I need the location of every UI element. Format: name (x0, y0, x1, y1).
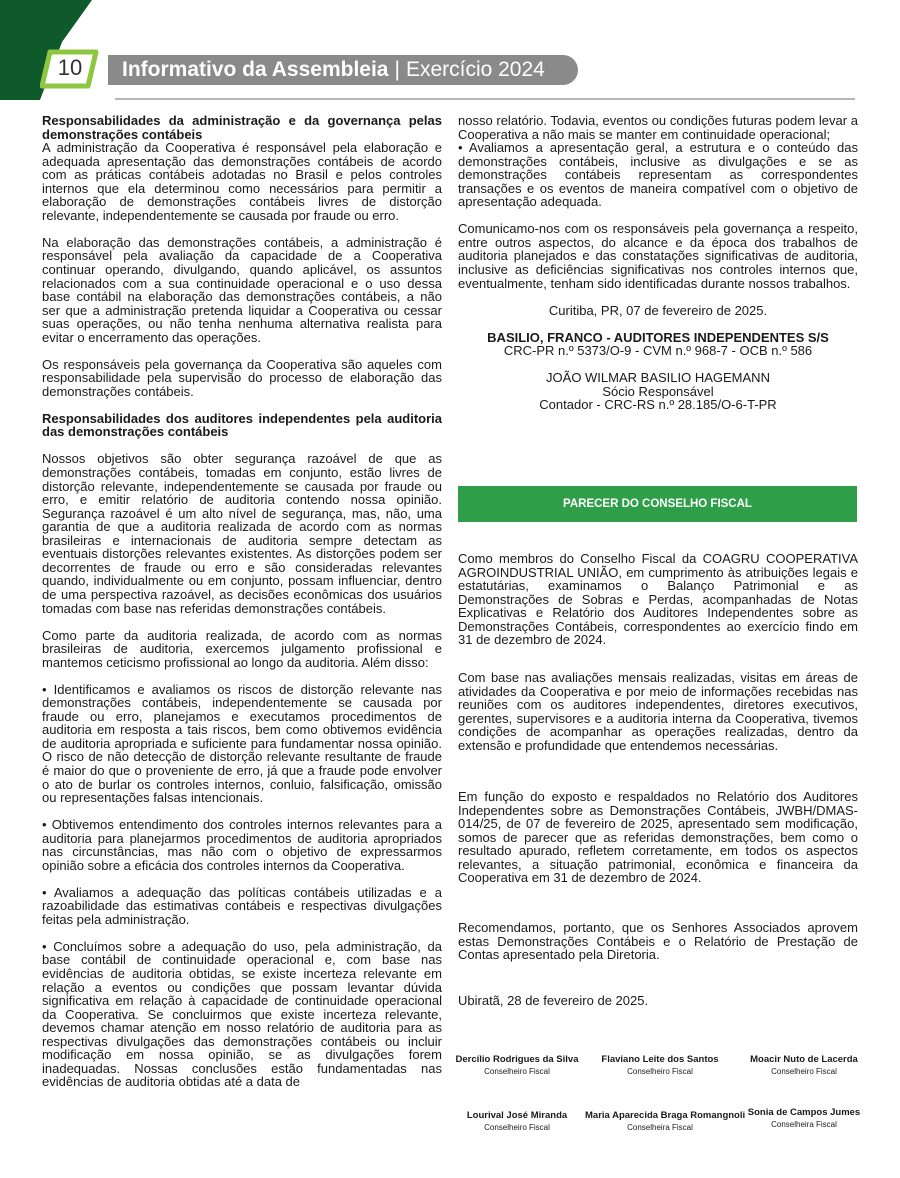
conselho-paragraph-2 (458, 671, 858, 752)
left-column (42, 114, 442, 1089)
signer-role: Conselheiro Fiscal (771, 1067, 837, 1076)
signer-role: Conselheiro Fiscal (627, 1067, 693, 1076)
signature-block (442, 1054, 592, 1076)
signer-role: Conselheira Fiscal (771, 1120, 837, 1129)
place-date: Ubiratã, 28 de fevereiro de 2025. (458, 993, 649, 1008)
publication-title: Informativo da Assembleia (122, 58, 389, 81)
conselho-paragraph-4 (458, 921, 858, 962)
signer-name: Sonia de Campos Jumes (747, 1107, 861, 1118)
conselho-paragraph-1 (458, 552, 858, 647)
audit-firm-registration: CRC-PR n.º 5373/O-9 - CVM n.º 968-7 - OCB n.º 586 (503, 343, 813, 359)
paragraph: Em função do exposto e respaldados no Relatório dos Auditores Independentes sobre as Demonstrações Contábeis, JWBH/DMAS-014/25, de 07 de fevereiro de 2025, apresentado sem modificação, somos de parecer que as referidas demonstrações, bem como o resultado apurado, refletem corretamente, em todos os aspectos relevantes, a situação patrimonial, econômica e financeira da Cooperativa em 31 de dezembro de 2024. (458, 789, 858, 886)
bullet-item: • Concluímos sobre a adequação do uso, pela administração, da base contábil de continuidade operacional e, com base nas evidências de auditoria obtidas, se existe incerteza relevante em relação a eventos ou condições que possam levantar dúvida significativa em relação à capacidade de continuidade operacional da Cooperativa. Se concluirmos que existe incerteza relevante, devemos chamar atenção em nosso relatório de auditoria para as respectivas divulgações das demonstrações contábeis ou incluir modificação em nossa opinião, se as divulgações forem inadequadas. Nossas conclusões estão fundamentadas nas evidências de auditoria obtidas até a data de (42, 938, 442, 1090)
signer-name: Moacir Nuto de Lacerda (750, 1054, 858, 1065)
bullet-item: • Avaliamos a adequação das políticas contábeis utilizadas e a razoabilidade das estimativas contábeis e respectivas divulgações feitas pela administração. (42, 884, 442, 927)
conselho-fiscal-heading: PARECER DO CONSELHO FISCAL (458, 486, 857, 522)
paragraph: Como membros do Conselho Fiscal da COAGRU COOPERATIVA AGROINDUSTRIAL UNIÃO, em cumprimento às atribuições legais e estatutárias, examinamos o Balanço Patrimonial e as Demonstrações de Sobras e Perdas, acompanhadas de Notas Explicativas e Relatório dos Auditores Independentes sobre as Demonstrações Contábeis, correspondentes ao exercício findo em 31 de dezembro de 2024. (458, 551, 858, 648)
section-heading: Responsabilidades dos auditores independentes pela auditoria das demonstrações contábeis (42, 410, 442, 440)
bullet-item: • Avaliamos a apresentação geral, a estrutura e o conteúdo das demonstrações contábeis, inclusive as divulgações e se as demonstrações contábeis representam as correspondentes transações e os eventos de maneira compatível com o objetivo de apresentação adequada. (458, 140, 858, 210)
signer-name: Flaviano Leite dos Santos (601, 1054, 719, 1065)
page-number: 10 (57, 55, 83, 80)
signature-block (729, 1054, 879, 1076)
bullet-item: • Obtivemos entendimento dos controles internos relevantes para a auditoria para planejarmos procedimentos de auditoria apropriados nas circunstâncias, mas não com o objetivo de expressarmos opinião sobre a eficácia dos controles internos da Cooperativa. (42, 817, 442, 873)
signer-role: Conselheiro Fiscal (484, 1067, 550, 1076)
signature-block (729, 1107, 879, 1129)
header-rule (115, 98, 855, 100)
audit-firm-name: BASILIO, FRANCO - AUDITORES INDEPENDENTES S/S (487, 329, 829, 345)
paragraph: Comunicamo-nos com os responsáveis pela governança a respeito, entre outros aspectos, do alcance e da época dos trabalhos de auditoria planejados e das constatações significativas de auditoria, inclusive as deficiências significativas nos controles internos que, eventualmente, tenham sido identificadas durante nossos trabalhos. (458, 221, 858, 291)
paragraph: Os responsáveis pela governança da Cooperativa são aqueles com responsabilidade pela supervisão do processo de elaboração das demonstrações contábeis. (42, 356, 442, 399)
title-separator: | (394, 58, 400, 81)
bullet-item: • Identificamos e avaliamos os riscos de distorção relevante nas demonstrações contábeis, independentemente se causada por fraude ou erro, planejamos e executamos procedimentos de auditoria em resposta a tais riscos, bem como obtivemos evidência de auditoria apropriada e suficiente para fundamentar nossa opinião. O risco de não detecção de distorção relevante resultante de fraude é maior do que o proveniente de erro, já que a fraude pode envolver o ato de burlar os controles internos, conluio, falsificação, omissão ou representações falsas intencionais. (42, 681, 442, 806)
paragraph: Nossos objetivos são obter segurança razoável de que as demonstrações contábeis, tomadas em conjunto, estão livres de distorção relevante, independentemente se causada por fraude ou erro, e emitir relatório de auditoria contendo nossa opinião. Segurança razoável é um alto nível de segurança, mas, não, uma garantia de que a auditoria realizada de acordo com as normas brasileiras e internacionais de auditoria sempre detectam as eventuais distorções relevantes existentes. As distorções podem ser decorrentes de fraude ou erro e são consideradas relevantes quando, individualmente ou em conjunto, possam influenciar, dentro de uma perspectiva razoável, as decisões econômicas dos usuários tomadas com base nas referidas demonstrações contábeis. (42, 451, 442, 616)
signature-block (585, 1054, 735, 1076)
signer-role: Conselheira Fiscal (627, 1123, 693, 1132)
paragraph: Na elaboração das demonstrações contábeis, a administração é responsável pela avaliação da capacidade de a Cooperativa continuar operando, divulgando, quando aplicável, os assuntos relacionados com a sua continuidade operacional e o uso dessa base contábil na elaboração das demonstrações contábeis, a não ser que a administração pretenda liquidar a Cooperativa ou cessar suas operações, ou não tenha nenhuma alternativa realista para evitar o encerramento das operações. (42, 234, 442, 345)
place-date: Curitiba, PR, 07 de fevereiro de 2025. (548, 302, 768, 318)
signer-name: Maria Aparecida Braga Romangnoli (585, 1110, 746, 1121)
signer-role: Conselheiro Fiscal (484, 1123, 550, 1132)
publication-subtitle: Exercício 2024 (405, 58, 545, 81)
auditor-name: JOÃO WILMAR BASILIO HAGEMANN (546, 370, 770, 386)
signature-block (585, 1110, 746, 1132)
right-column (458, 114, 858, 412)
conselho-paragraph-3 (458, 790, 858, 885)
paragraph: A administração da Cooperativa é responsável pela elaboração e adequada apresentação das demonstrações contábeis de acordo com as práticas contábeis adotadas no Brasil e pelos controles internos que ela determinou como necessários para permitir a elaboração de demonstrações contábeis livres de distorção relevante, independentemente se causada por fraude ou erro. (42, 140, 442, 223)
section-heading: Responsabilidades da administração e da governança pelas demonstrações contábeis (42, 113, 442, 142)
signer-name: Lourival José Miranda (466, 1110, 568, 1121)
auditor-role: Sócio Responsável (602, 383, 714, 399)
paragraph: Como parte da auditoria realizada, de acordo com as normas brasileiras de auditoria, exercemos julgamento profissional e mantemos ceticismo profissional ao longo da auditoria. Além disso: (42, 627, 442, 670)
conselho-place-date-block (458, 994, 858, 1008)
paragraph: nosso relatório. Todavia, eventos ou condições futuras podem levar a Cooperativa a não mais se manter em continuidade operacional; (458, 113, 858, 142)
paragraph: Recomendamos, portanto, que os Senhores Associados aprovem estas Demonstrações Contábeis e o Relatório de Prestação de Contas apresentado pela Diretoria. (458, 920, 858, 963)
page-title (122, 56, 545, 84)
signature-block (442, 1110, 592, 1132)
auditor-registration: Contador - CRC-RS n.º 28.185/O-6-T-PR (539, 397, 777, 413)
paragraph: Com base nas avaliações mensais realizadas, visitas em áreas de atividades da Cooperativa e por meio de informações recebidas nas reuniões com os auditores independentes, diretores executivos, gerentes, supervisores e a auditoria interna da Cooperativa, tivemos condições de acompanhar as operações realizadas, dentro da extensão e profundidade que entendemos necessárias. (458, 670, 858, 753)
signer-name: Dercílio Rodrigues da Silva (455, 1054, 579, 1065)
